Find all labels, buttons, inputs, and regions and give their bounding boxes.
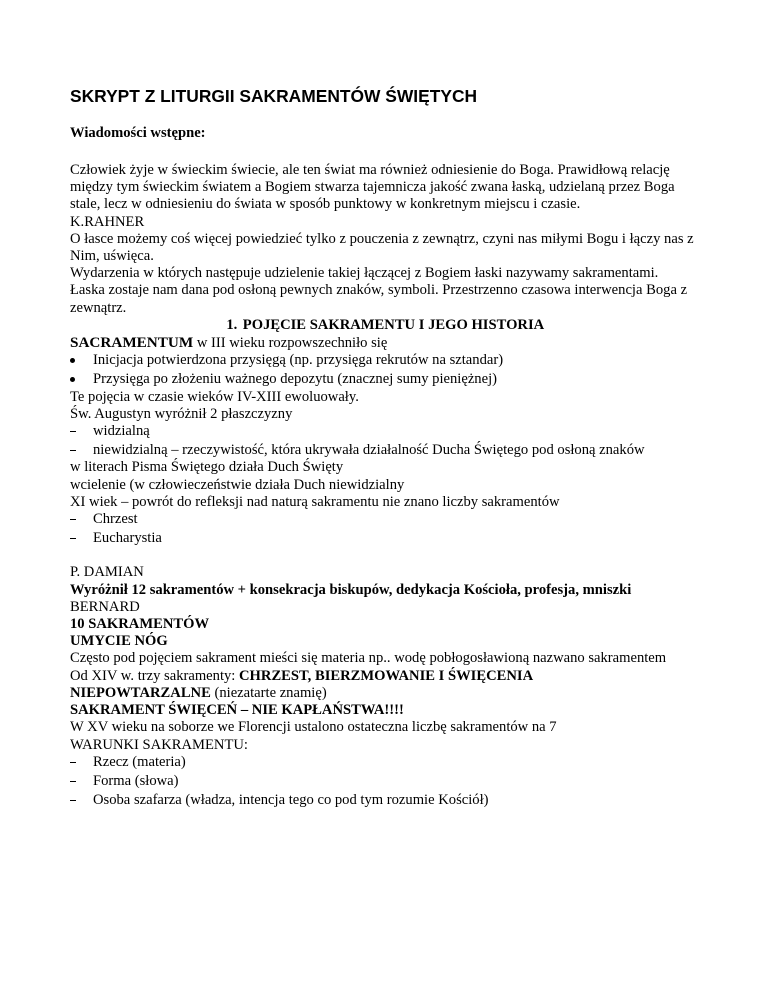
list-item [70,530,695,547]
intro-paragraph-1: Człowiek żyje w świeckim świecie, ale ten świat ma również odniesienie do Boga. Prawidłową relację między tym świeckim światem a Bogiem stwarza tajemnicza jakość zwana łaską, udzielaną przez Boga stale, lecz w odniesieniu do świata w sposób punktowy w konkretnym miejscu i czasie. [70,162,675,213]
xiv-prefix: Od XIV w. trzy sakramenty: [70,667,240,684]
damian-name: P. DAMIAN [70,564,144,581]
list-item [70,511,695,528]
list-item [70,423,695,440]
list-item [70,792,695,809]
pismo-line: w literach Pisma Świętego działa Duch Święty [70,459,344,476]
bernard-line-2: UMYCIE NÓG [70,633,168,650]
intro-paragraph-3: Wydarzenia w których następuje udzielenie takiej łączącej z Bogiem łaski nazywamy sakramentami. Łaska zostaje nam dana pod osłoną pewnych znaków, symboli. Przestrzenno czasowa interwencja Boga z zewnątrz. [70,265,688,316]
wcielenie-line: wcielenie (w człowieczeństwie działa Duch niewidzialny [70,476,405,493]
document-title: SKRYPT Z LITURGII SAKRAMENTÓW ŚWIĘTYCH [70,86,478,106]
list-item-text: Przysięga po złożeniu ważnego depozytu (znacznej sumy pieniężnej) [93,371,498,388]
xiv-century-line [70,668,695,685]
list-item-text: Eucharystia [93,530,162,547]
list-item-text: Forma (słowa) [93,772,179,789]
intro-author: K.RAHNER [70,213,145,230]
intro-heading: Wiadomości wstępne: [70,125,206,141]
niepowtarzalne-line [70,685,695,702]
sacramentum-term: SACRAMENTUM [70,334,194,352]
list-item-text: niewidzialną – rzeczywistość, która ukrywała działalność Ducha Świętego pod osłoną znaków [93,442,645,459]
bernard-line-1: 10 SAKRAMENTÓW [70,616,210,633]
bullet-list-meanings [70,352,695,388]
sacramentum-rest: w III wieku rozpowszechniło się [193,335,388,352]
sacramentum-line [70,334,695,352]
document-body [70,162,695,809]
augustyn-line: Św. Augustyn wyróżnił 2 płaszczyzny [70,405,293,422]
warunki-heading: WARUNKI SAKRAMENTU: [70,736,248,753]
dash-list-planes [70,423,695,459]
bernard-name: BERNARD [70,598,140,615]
niepowtarzalne-bold: NIEPOWTARZALNE [70,684,211,701]
niepowtarzalne-rest: (niezatarte znamię) [210,684,327,701]
list-item [70,442,695,459]
xiv-bold: CHRZEST, BIERZMOWANIE I ŚWIĘCENIA [239,667,534,684]
intro-paragraph-2: O łasce możemy coś więcej powiedzieć tylko z pouczenia z zewnątrz, czyni nas miłymi Bogu i łączy nas z Nim, uświęca. [70,230,694,265]
list-item-text: Inicjacja potwierdzona przysięgą (np. przysięga rekrutów na sztandar) [93,352,504,369]
swiecen-line: SAKRAMENT ŚWIĘCEŃ – NIE KAPŁAŃSTWA!!!! [70,702,404,719]
list-item-text: Chrzest [93,511,138,528]
list-item [70,754,695,771]
damian-text: Wyróżnił 12 sakramentów + konsekracja biskupów, dedykacja Kościoła, profesja, mniszki [70,581,632,598]
materia-line: Często pod pojęciem sakrament mieści się materia np.. wodę pobłogosławioną nazwano sakramentem [70,650,667,667]
dash-list-conditions [70,754,695,810]
list-item-text: widzialną [93,423,150,440]
evolution-line: Te pojęcia w czasie wieków IV-XIII ewoluowały. [70,388,359,405]
list-item [70,371,695,388]
list-item-text: Rzecz (materia) [93,753,186,770]
list-item-text: Osoba szafarza (władza, intencja tego co pod tym rozumie Kościół) [93,792,489,809]
section-number: 1. [226,316,238,333]
section-heading [70,317,695,334]
dash-list-sacraments [70,511,695,547]
section-heading-text: POJĘCIE SAKRAMENTU I JEGO HISTORIA [242,316,545,333]
blank-line [70,547,695,564]
xi-century-line: XI wiek – powrót do refleksji nad naturą sakramentu nie znano liczby sakramentów [70,493,560,510]
xv-century-line: W XV wieku na soborze we Florencji ustalono ostateczna liczbę sakramentów na 7 [70,719,557,736]
list-item [70,773,695,790]
list-item [70,352,695,369]
